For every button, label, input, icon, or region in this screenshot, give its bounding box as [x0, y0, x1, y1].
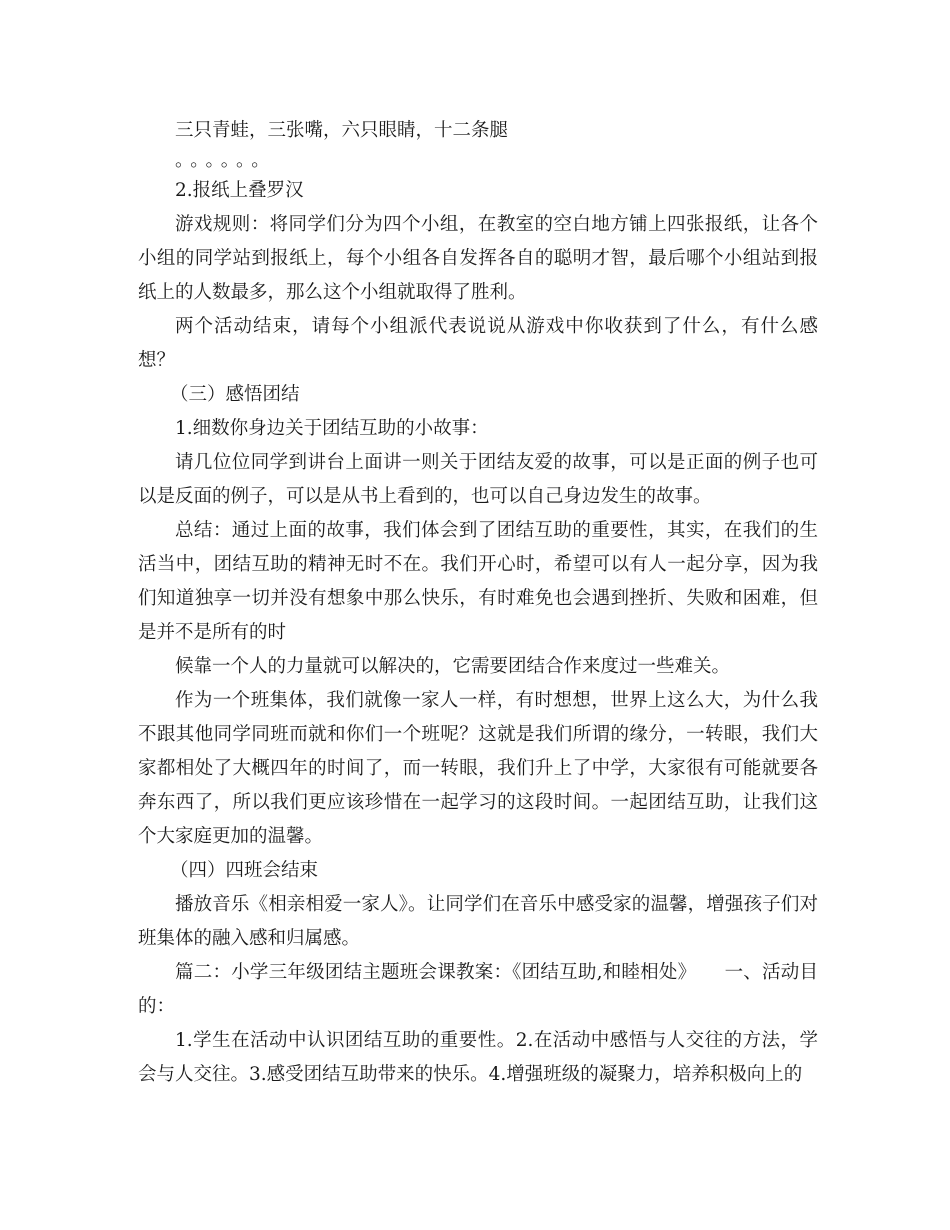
separator-dots: 。。。。。。	[175, 150, 276, 171]
paragraph: 候靠一个人的力量就可以解决的，它需要团结合作来度过一些难关。	[175, 656, 731, 677]
paragraph: 篇二：小学三年级团结主题班会课教案：《团结互助,和睦相处》 一、活动目的：	[138, 962, 818, 1017]
paragraph: 作为一个班集体，我们就像一家人一样，有时想想，世界上这么大，为什么我不跟其他同学同班而就和你们一个班呢？这就是我们所谓的缘分，一转眼，我们大家都相处了大概四年的时间了，而一转眼，我们升上了中学，大家很有可能就要各奔东西了，所以我们更应该珍惜在一起学习的这段时间。一起团结互助，让我们这个大家庭更加的温馨。	[138, 690, 818, 847]
paragraph: 总结：通过上面的故事，我们体会到了团结互助的重要性，其实，在我们的生活当中，团结互助的精神无时不在。我们开心时，希望可以有人一起分享，因为我们知道独享一切并没有想象中那么快乐，有时难免也会遇到挫折、失败和困难，但是并不是所有的时	[138, 520, 818, 643]
section-heading: 1.细数你身边关于团结互助的小故事：	[175, 418, 489, 439]
paragraph: 播放音乐《相亲相爱一家人》。让同学们在音乐中感受家的温馨，增强孩子们对班集体的融入感和归属感。	[138, 894, 818, 949]
paragraph: 三只青蛙，三张嘴，六只眼睛，十二条腿	[175, 120, 509, 141]
section-heading: （四）四班会结束	[170, 860, 319, 881]
paragraph: 请几位位同学到讲台上面讲一则关于团结友爱的故事，可以是正面的例子也可以是反面的例子，可以是从书上看到的，也可以自己身边发生的故事。	[138, 452, 818, 507]
section-heading: （三）感悟团结	[170, 384, 300, 405]
paragraph: 两个活动结束，请每个小组派代表说说从游戏中你收获到了什么，有什么感想？	[138, 316, 818, 371]
section-heading: 2.报纸上叠罗汉	[175, 180, 304, 201]
paragraph: 1.学生在活动中认识团结互助的重要性。2.在活动中感悟与人交往的方法，学会与人交往。3.感受团结互助带来的快乐。4.增强班级的凝聚力，培养积极向上的	[138, 1030, 818, 1085]
paragraph: 游戏规则：将同学们分为四个小组，在教室的空白地方铺上四张报纸，让各个小组的同学站到报纸上，每个小组各自发挥各自的聪明才智，最后哪个小组站到报纸上的人数最多，那么这个小组就取得了胜利。	[138, 214, 818, 303]
document-body	[138, 114, 818, 1092]
